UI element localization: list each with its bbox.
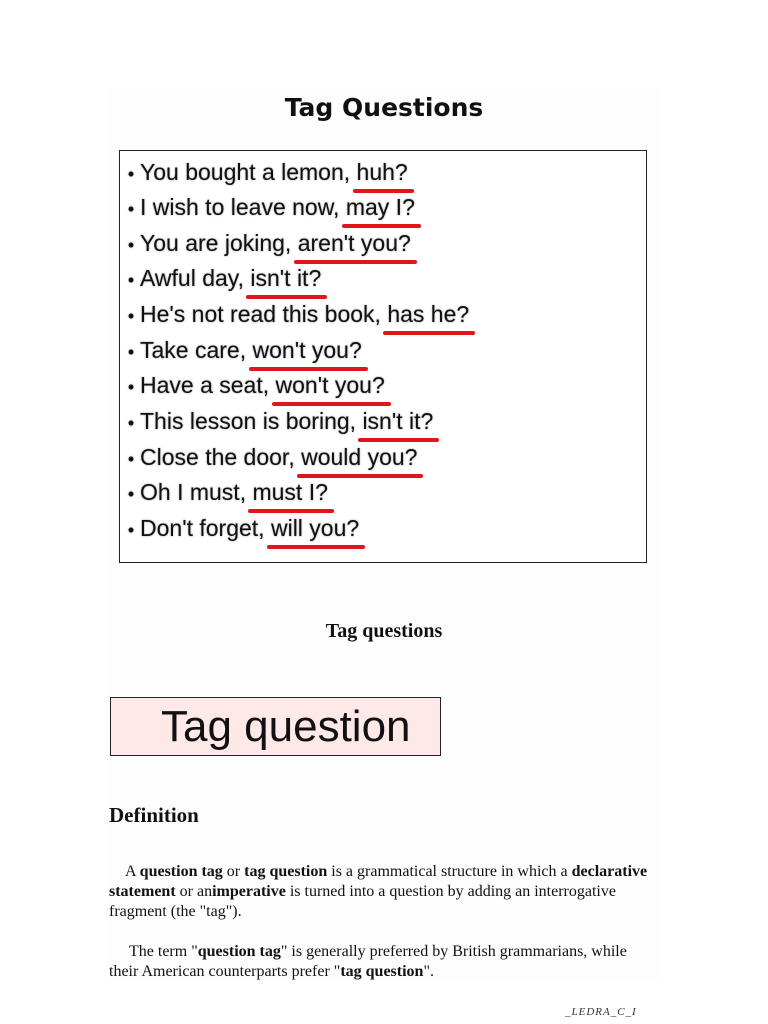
statement: Oh I must, [140, 479, 247, 505]
question-tag: aren't you? [298, 225, 411, 261]
tag-questions-image [119, 150, 647, 563]
text: A [125, 863, 140, 880]
definition-heading: Definition [109, 803, 199, 827]
question-tag: has he? [387, 296, 469, 332]
terminology-paragraph [109, 942, 659, 982]
statement: Close the door, [140, 444, 295, 470]
text: is a grammatical structure in which a [327, 863, 572, 880]
bullet-icon: • [127, 270, 135, 290]
text: or an [175, 883, 213, 900]
statement: Don't forget, [140, 515, 265, 541]
section-subtitle: Tag questions [325, 620, 443, 642]
statement: I wish to leave now, [140, 194, 340, 220]
statement: You are joking, [140, 230, 292, 256]
list-item [122, 225, 411, 261]
question-tag: won't you? [253, 332, 362, 368]
list-item [122, 510, 359, 546]
question-tag: may I? [346, 189, 415, 225]
bold-term: tag question [244, 863, 328, 880]
footer-signature: _LEDRA_C_I [565, 1006, 637, 1018]
statement: Awful day, [140, 265, 244, 291]
question-tag: must I? [252, 474, 327, 510]
statement: Have a seat, [140, 372, 270, 398]
statement: Take care, [140, 337, 247, 363]
text: or [222, 863, 245, 880]
list-item [122, 403, 433, 439]
question-tag: would you? [301, 439, 417, 475]
question-tag: will you? [271, 510, 359, 546]
list-item [122, 296, 469, 332]
bold-term: question tag [197, 943, 281, 960]
bullet-icon: • [127, 484, 135, 504]
text: The term " [129, 943, 198, 960]
definition-paragraph [109, 862, 659, 922]
list-item [122, 260, 321, 296]
bullet-icon: • [127, 377, 135, 397]
bold-term: tag question [340, 963, 424, 980]
list-item [122, 367, 385, 403]
bullet-icon: • [127, 449, 135, 469]
question-tag: isn't it? [250, 260, 321, 296]
bullet-icon: • [127, 164, 135, 184]
bold-term: question tag [139, 863, 223, 880]
list-item [122, 154, 408, 190]
page-title: Tag Questions [284, 93, 484, 122]
bullet-icon: • [127, 520, 135, 540]
bullet-icon: • [127, 199, 135, 219]
statement: He's not read this book, [140, 301, 381, 327]
list-item [122, 332, 362, 368]
text: " is generally preferred by British grammarians, while their American counterparts prefer " [109, 943, 627, 980]
tag-question-banner [110, 697, 441, 756]
bold-term: imperative [212, 883, 286, 900]
bullet-icon: • [127, 413, 135, 433]
question-tag: won't you? [276, 367, 385, 403]
bold-term: declarative statement [109, 863, 648, 900]
list-item [122, 474, 328, 510]
statement: This lesson is boring, [140, 408, 357, 434]
text: is turned into a question by adding an interrogative fragment (the "tag"). [109, 883, 616, 920]
bullet-icon: • [127, 306, 135, 326]
bullet-icon: • [127, 235, 135, 255]
banner-text: Tag question [161, 702, 411, 751]
list-item [122, 189, 415, 225]
text: ". [423, 963, 434, 980]
bullet-icon: • [127, 342, 135, 362]
list-item [122, 439, 417, 475]
statement: You bought a lemon, [140, 159, 351, 185]
question-tag: huh? [357, 154, 408, 190]
question-tag: isn't it? [362, 403, 433, 439]
